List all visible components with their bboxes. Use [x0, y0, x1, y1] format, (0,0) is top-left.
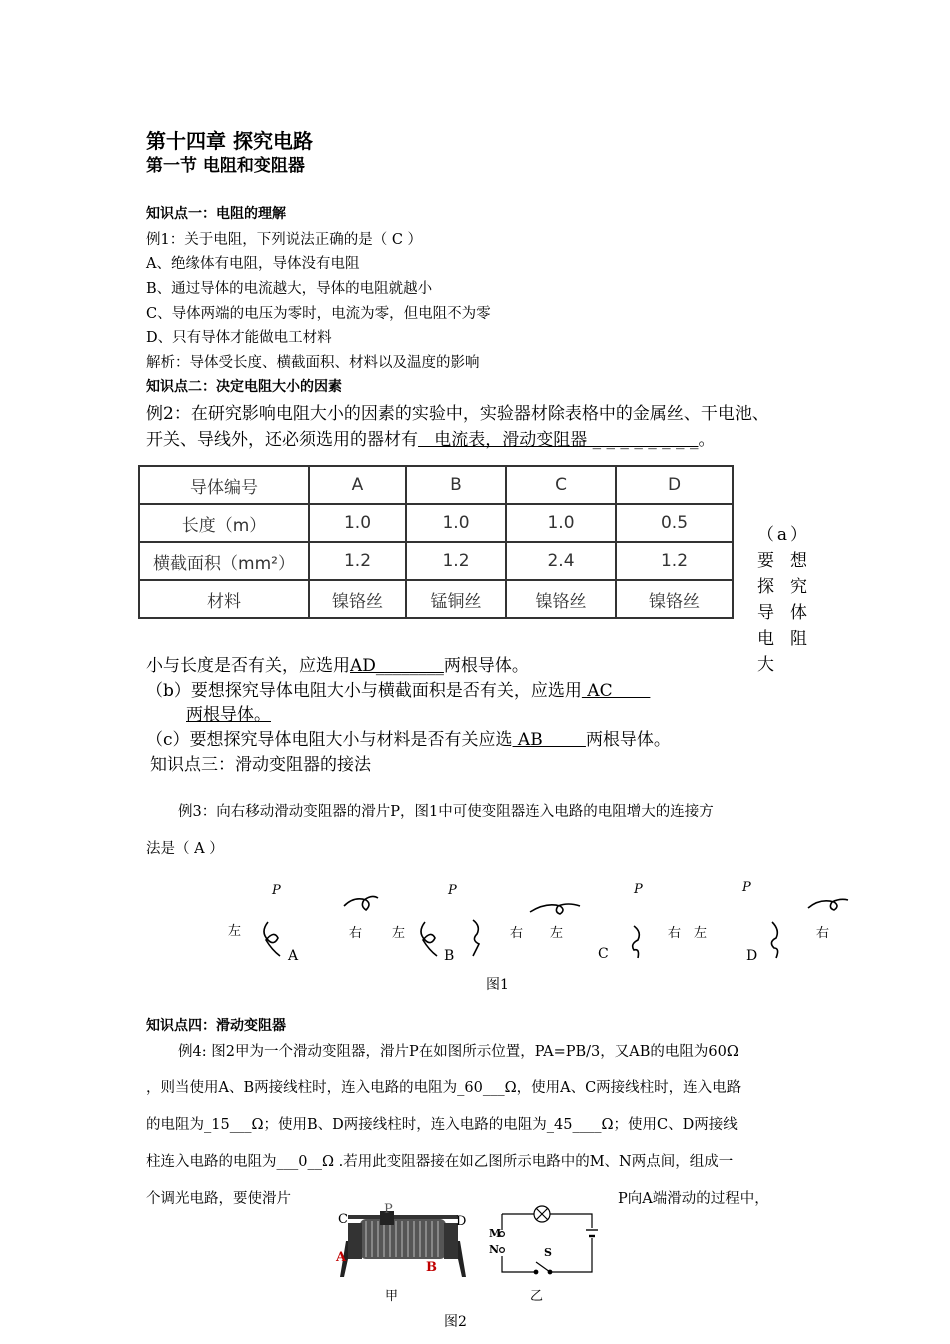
figure-1-wires — [220, 878, 860, 968]
kp4-line-3: 的电阻为_15___Ω；使用B、D两接线柱时，连入电路的电阻为_45____Ω；使用C、D两接线 — [146, 1117, 738, 1133]
fig1-option-b: B — [444, 948, 455, 964]
table-row — [139, 504, 733, 542]
table-row — [139, 542, 733, 580]
wire-b-left-icon — [421, 922, 437, 956]
table-cell: 镍铬丝 — [506, 580, 616, 618]
fig1-p-label-c: P — [634, 882, 643, 897]
wire-d-left-icon — [771, 922, 777, 958]
fig1-p-label-d: P — [742, 880, 751, 895]
kp2-side-text: （a）要想探究导体电阻大 — [757, 525, 807, 675]
kp1-option-c: C、导体两端的电压为零时，电流为零，但电阻不为零 — [146, 306, 491, 322]
kp2-title: 知识点二：决定电阻大小的因素 — [146, 379, 342, 395]
table-cell: 1.2 — [616, 542, 733, 580]
kp2-c-suffix: 两根导体。 — [585, 730, 671, 750]
kp4-line-1: 例4: 图2甲为一个滑动变阻器，滑片P在如图所示位置，PA=PB/3，又AB的电阻为60Ω — [178, 1044, 739, 1060]
table-cell: 1.0 — [309, 504, 406, 542]
kp1-title: 知识点一：电阻的理解 — [146, 206, 286, 222]
table-cell: 锰铜丝 — [406, 580, 506, 618]
kp2-q-prefix: 开关、导线外，还必须选用的器材有 — [146, 430, 418, 450]
fig1-right-label-c: 右 — [668, 926, 682, 941]
table-cell: 1.0 — [506, 504, 616, 542]
kp2-a-answer: AD________ — [350, 656, 444, 676]
table-header-cell: A — [309, 466, 406, 504]
kp2-answer-c — [146, 725, 671, 750]
chapter-title: 第十四章 探究电路 — [146, 129, 313, 153]
kp2-a-suffix: 两根导体。 — [443, 656, 529, 676]
table-cell: 1.0 — [406, 504, 506, 542]
table-header-cell: B — [406, 466, 506, 504]
table-cell: 2.4 — [506, 542, 616, 580]
kp1-question: 例1：关于电阻，下列说法正确的是（ C ） — [146, 232, 423, 248]
kp3-question-line2: 法是（ A ） — [146, 841, 224, 857]
table-cell: 1.2 — [309, 542, 406, 580]
table-header-row — [139, 466, 733, 504]
kp3-title: 知识点三：滑动变阻器的接法 — [150, 755, 371, 775]
kp2-question-line1: 例2：在研究影响电阻大小的因素的实验中，实验器材除表格中的金属丝、干电池、 — [146, 404, 769, 424]
kp2-c-answer: AB — [512, 730, 586, 750]
fig2-caption-yi: 乙 — [530, 1289, 544, 1304]
kp2-c-prefix: （c）要想探究导体电阻大小与材料是否有关应选 — [146, 730, 513, 750]
kp3-question-line1: 例3：向右移动滑动变阻器的滑片P，图1中可使变阻器连入电路的电阻增大的连接方 — [178, 804, 714, 820]
kp2-question-line2 — [146, 425, 715, 450]
rheostat-label-b: B — [426, 1260, 437, 1275]
switch-icon — [536, 1262, 550, 1272]
kp1-option-a: A、绝缘体有电阻，导体没有电阻 — [146, 256, 360, 272]
table-cell: 材料 — [139, 580, 309, 618]
kp1-analysis: 解析：导体受长度、横截面积、材料以及温度的影响 — [146, 355, 480, 371]
wire-c-left-icon — [530, 904, 580, 914]
table-header-cell: D — [616, 466, 733, 504]
kp2-a-prefix: 小与长度是否有关，应选用 — [146, 656, 350, 676]
kp2-answer-b — [146, 676, 650, 701]
conductor-table — [138, 465, 734, 619]
kp1-option-d: D、只有导体才能做电工材料 — [146, 330, 332, 346]
table-cell: 长度（m） — [139, 504, 309, 542]
kp2-q-answer: 电流表，滑动变阻器 _ _ _ _ _ _ _ _ — [418, 430, 699, 450]
wire-b-right-icon — [473, 920, 479, 956]
fig1-right-label-d: 右 — [816, 926, 830, 941]
fig1-left-label-d: 左 — [694, 926, 708, 941]
table-row — [139, 580, 733, 618]
table-header-cell: C — [506, 466, 616, 504]
rheostat-label-c: C — [338, 1212, 348, 1227]
circuit-label-m: M — [489, 1227, 502, 1240]
fig2-caption-jia: 甲 — [385, 1289, 399, 1304]
fig1-left-label-b: 左 — [392, 926, 406, 941]
fig2-caption: 图2 — [444, 1314, 467, 1330]
fig1-caption: 图1 — [486, 977, 509, 993]
kp1-option-b: B、通过导体的电流越大，导体的电阻就越小 — [146, 281, 433, 297]
fig1-option-a: A — [288, 948, 299, 964]
circuit-label-n: N — [489, 1243, 500, 1256]
table-cell: 0.5 — [616, 504, 733, 542]
rheostat-label-d: D — [456, 1214, 467, 1229]
kp2-b-prefix: （b）要想探究导体电阻大小与横截面积是否有关，应选用 — [146, 681, 582, 701]
fig1-p-label-b: P — [448, 883, 457, 898]
table-cell: 镍铬丝 — [616, 580, 733, 618]
kp4-line-2: ，则当使用A、B两接线柱时，连入电路的电阻为_60___Ω，使用A、C两接线柱时，连入电路 — [146, 1080, 742, 1096]
fig1-option-c: C — [598, 946, 609, 962]
wire-c-right-icon — [633, 926, 640, 958]
fig1-left-label-a: 左 — [228, 924, 242, 939]
circuit-label-s: S — [544, 1246, 552, 1259]
kp4-line-4: 柱连入电路的电阻为___0__Ω .若用此变阻器接在如乙图所示电路中的M、N两点间，组成一 — [146, 1154, 734, 1170]
table-cell: 1.2 — [406, 542, 506, 580]
kp2-q-suffix: 。 — [698, 430, 716, 450]
rheostat-icon — [340, 1205, 466, 1279]
wire-a-left-icon — [264, 922, 280, 956]
kp4-title: 知识点四：滑动变阻器 — [146, 1018, 286, 1034]
kp4-line-5-right: P向A端滑动的过程中， — [618, 1191, 769, 1207]
kp2-answer-a — [146, 651, 529, 676]
kp2-b-line2: 两根导体。 — [186, 705, 271, 725]
fig1-right-label-a: 右 — [349, 926, 363, 941]
circuit-icon — [486, 1204, 606, 1280]
table-cell: 镍铬丝 — [309, 580, 406, 618]
kp2-b-answer: AC — [581, 681, 651, 701]
kp4-line-5-left: 个调光电路，要使滑片 — [146, 1191, 291, 1207]
section-title: 第一节 电阻和变阻器 — [146, 156, 305, 176]
table-cell: 横截面积（mm²） — [139, 542, 309, 580]
fig1-left-label-c: 左 — [550, 926, 564, 941]
wire-d-right-icon — [808, 899, 848, 910]
rheostat-label-p: P — [384, 1202, 393, 1217]
fig1-right-label-b: 右 — [510, 926, 524, 941]
fig1-p-label-a: P — [272, 883, 281, 898]
wire-a-right-icon — [344, 896, 378, 910]
rheostat-label-a: A — [336, 1250, 347, 1265]
table-header-cell: 导体编号 — [139, 466, 309, 504]
fig1-option-d: D — [746, 948, 758, 964]
